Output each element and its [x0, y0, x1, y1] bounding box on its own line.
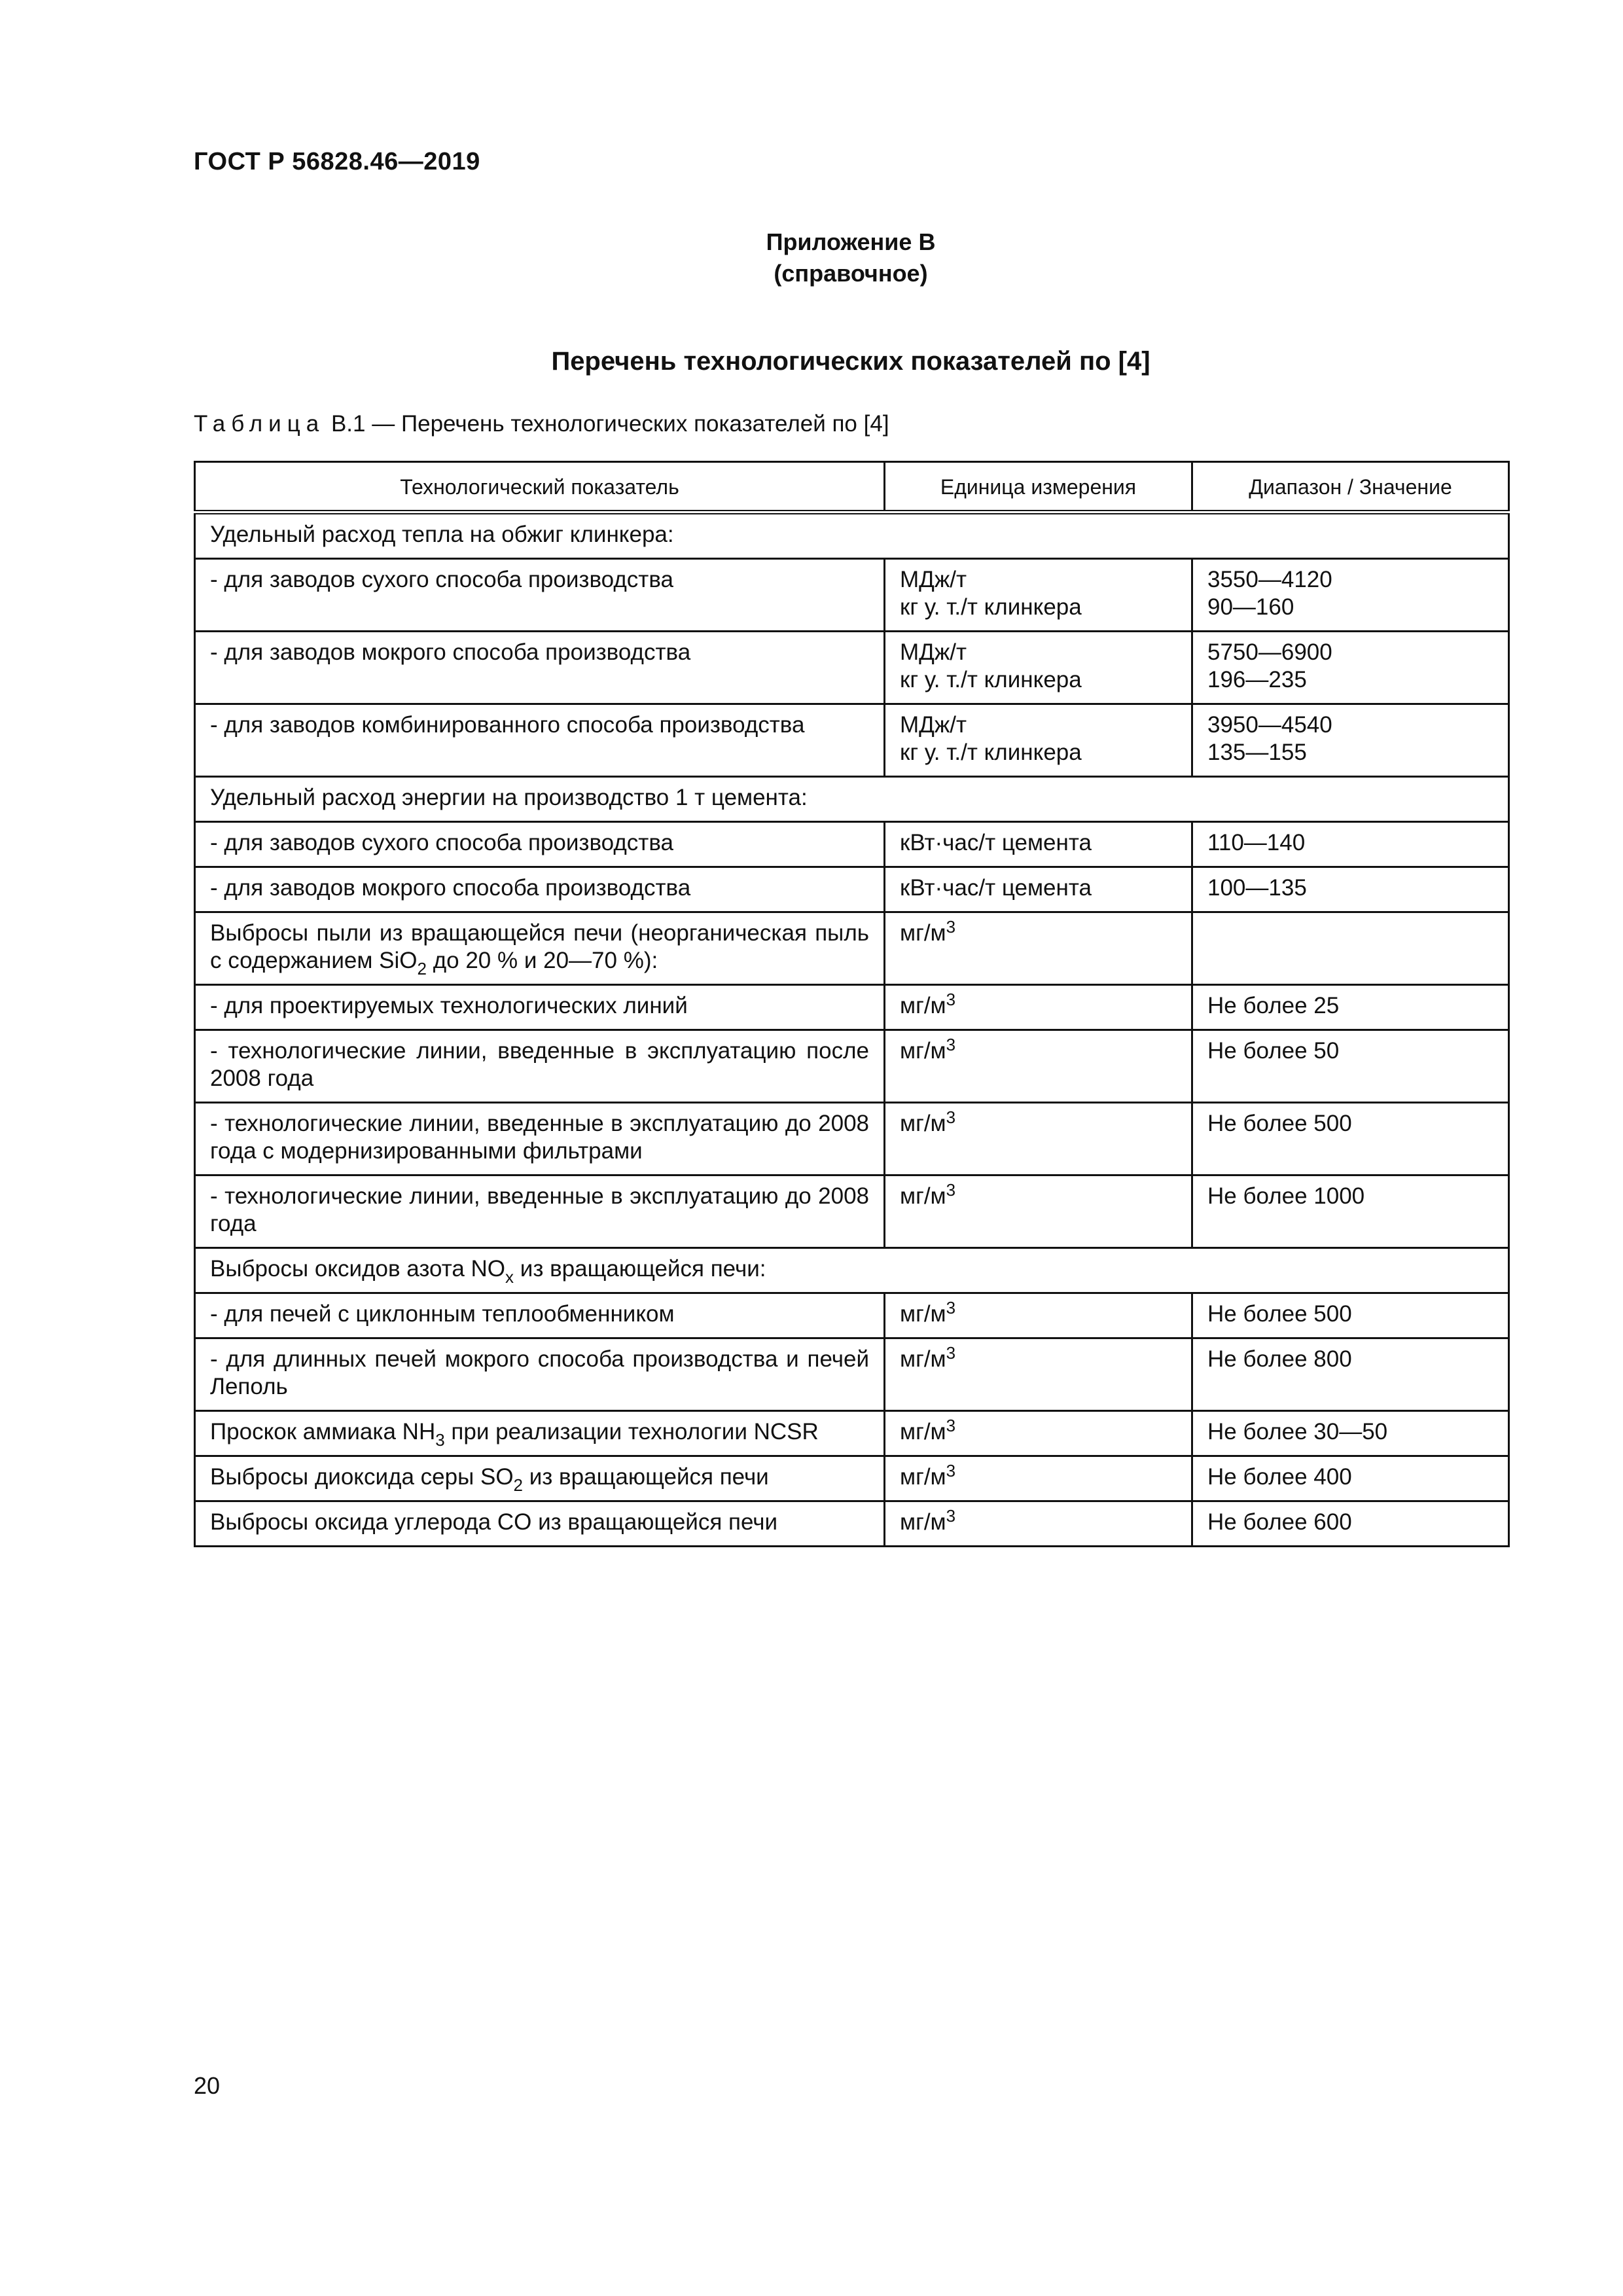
table-row: [195, 867, 1509, 912]
unit-text: мг/м: [900, 1183, 946, 1209]
unit-text: мг/м: [900, 1301, 946, 1327]
indicator-text: до 20 % и 20—70 %):: [427, 948, 658, 973]
unit-superscript: 3: [946, 917, 956, 937]
value-cell: [1192, 912, 1509, 985]
document-code: ГОСТ Р 56828.46—2019: [194, 148, 480, 175]
column-header-unit: Единица измерения: [885, 462, 1192, 512]
indicator-cell: [195, 1411, 885, 1456]
table-caption-label: Таблица: [194, 411, 325, 437]
indicator-text: при реализации технологии NCSR: [444, 1419, 819, 1444]
unit-cell: кВт·час/т цемента: [885, 867, 1192, 912]
unit-cell: [885, 559, 1192, 632]
indicator-text: Выбросы оксидов азота NO: [210, 1256, 506, 1282]
section-cell: Удельный расход энергии на производство 1 т цемента:: [195, 777, 1509, 822]
unit-text: мг/м: [900, 1464, 946, 1490]
indicator-subscript: 2: [513, 1475, 524, 1495]
unit-line: МДж/т: [900, 712, 967, 738]
indicator-text: из вращающейся печи: [523, 1464, 769, 1490]
unit-line: кг у. т./т клинкера: [900, 667, 1082, 692]
table-row: [195, 704, 1509, 777]
value-cell: Не более 50: [1192, 1030, 1509, 1103]
column-header-indicator: Технологический показатель: [195, 462, 885, 512]
indicator-cell: - для заводов мокрого способа производства: [195, 867, 885, 912]
unit-cell: [885, 1411, 1192, 1456]
value-line: 3950—4540: [1207, 712, 1332, 738]
table-row: [195, 1175, 1509, 1248]
value-cell: 110—140: [1192, 822, 1509, 867]
unit-superscript: 3: [946, 990, 956, 1009]
table-row: [195, 822, 1509, 867]
indicator-text: Проскок аммиака NH: [210, 1419, 436, 1444]
unit-text: мг/м: [900, 1419, 946, 1444]
unit-superscript: 3: [946, 1461, 956, 1480]
table-header-row: [195, 462, 1509, 512]
value-cell: [1192, 704, 1509, 777]
annex-title: Приложение В: [766, 228, 936, 255]
value-cell: Не более 600: [1192, 1501, 1509, 1547]
value-cell: Не более 800: [1192, 1338, 1509, 1411]
unit-line: МДж/т: [900, 567, 967, 592]
unit-cell: [885, 704, 1192, 777]
unit-superscript: 3: [946, 1107, 956, 1127]
indicator-cell: - для заводов сухого способа производства: [195, 559, 885, 632]
page-number: 20: [194, 2072, 221, 2099]
unit-line: кг у. т./т клинкера: [900, 740, 1082, 765]
unit-cell: [885, 1030, 1192, 1103]
table-row: [195, 1411, 1509, 1456]
indicator-text: из вращающейся печи:: [514, 1256, 766, 1282]
unit-cell: [885, 632, 1192, 704]
value-cell: [1192, 559, 1509, 632]
value-cell: Не более 30—50: [1192, 1411, 1509, 1456]
annex-status: (справочное): [774, 260, 928, 287]
indicator-cell: Выбросы оксида углерода CO из вращающейся печи: [195, 1501, 885, 1547]
indicator-subscript: 3: [435, 1430, 445, 1450]
value-line: 5750—6900: [1207, 639, 1332, 665]
indicator-text: Выбросы диоксида серы SO: [210, 1464, 514, 1490]
indicator-cell: [195, 1456, 885, 1501]
indicator-cell: - технологические линии, введенные в эксплуатацию после 2008 года: [195, 1030, 885, 1103]
value-cell: Не более 1000: [1192, 1175, 1509, 1248]
table-row: [195, 1030, 1509, 1103]
indicator-cell: - для печей с циклонным теплообменником: [195, 1293, 885, 1338]
unit-text: мг/м: [900, 1038, 946, 1064]
unit-superscript: 3: [946, 1343, 956, 1363]
section-heading: Перечень технологических показателей по [4]: [551, 347, 1150, 376]
indicators-table: [194, 461, 1510, 1547]
table-row: [195, 1338, 1509, 1411]
indicator-cell: - технологические линии, введенные в эксплуатацию до 2008 года: [195, 1175, 885, 1248]
unit-cell: [885, 912, 1192, 985]
unit-cell: [885, 1175, 1192, 1248]
table-row: [195, 912, 1509, 985]
unit-superscript: 3: [946, 1506, 956, 1526]
table-row: [195, 1248, 1509, 1293]
indicator-cell: [195, 912, 885, 985]
section-cell: Удельный расход тепла на обжиг клинкера:: [195, 512, 1509, 559]
unit-superscript: 3: [946, 1416, 956, 1435]
indicator-cell: - для заводов мокрого способа производства: [195, 632, 885, 704]
value-cell: Не более 25: [1192, 985, 1509, 1030]
value-cell: [1192, 632, 1509, 704]
unit-text: мг/м: [900, 920, 946, 946]
value-line: 196—235: [1207, 667, 1307, 692]
unit-cell: [885, 1456, 1192, 1501]
table-row: [195, 1293, 1509, 1338]
unit-cell: [885, 1293, 1192, 1338]
table-row: [195, 777, 1509, 822]
unit-cell: [885, 1338, 1192, 1411]
unit-superscript: 3: [946, 1180, 956, 1200]
column-header-value: Диапазон / Значение: [1192, 462, 1509, 512]
table-row: [195, 512, 1509, 559]
indicator-cell: - для заводов сухого способа производства: [195, 822, 885, 867]
table-caption: [194, 411, 889, 437]
value-cell: Не более 500: [1192, 1293, 1509, 1338]
unit-text: мг/м: [900, 1509, 946, 1535]
indicator-text: Выбросы пыли из вращающейся печи (неорганическая пыль с содержанием SiO: [210, 920, 869, 973]
unit-superscript: 3: [946, 1298, 956, 1318]
unit-cell: [885, 985, 1192, 1030]
table-row: [195, 1501, 1509, 1547]
indicator-subscript: x: [505, 1267, 514, 1287]
value-cell: Не более 500: [1192, 1103, 1509, 1175]
table-row: [195, 1456, 1509, 1501]
unit-superscript: 3: [946, 1035, 956, 1054]
value-line: 135—155: [1207, 740, 1307, 765]
unit-cell: кВт·час/т цемента: [885, 822, 1192, 867]
indicator-cell: - для длинных печей мокрого способа производства и печей Леполь: [195, 1338, 885, 1411]
table-row: [195, 559, 1509, 632]
unit-line: кг у. т./т клинкера: [900, 594, 1082, 620]
indicator-cell: - для проектируемых технологических линий: [195, 985, 885, 1030]
unit-cell: [885, 1501, 1192, 1547]
unit-text: мг/м: [900, 1346, 946, 1372]
indicator-cell: - для заводов комбинированного способа производства: [195, 704, 885, 777]
unit-text: мг/м: [900, 993, 946, 1018]
section-cell: [195, 1248, 1509, 1293]
value-cell: Не более 400: [1192, 1456, 1509, 1501]
value-cell: 100—135: [1192, 867, 1509, 912]
unit-text: мг/м: [900, 1111, 946, 1136]
table-caption-text: В.1 — Перечень технологических показателей по [4]: [325, 411, 889, 437]
unit-line: МДж/т: [900, 639, 967, 665]
unit-cell: [885, 1103, 1192, 1175]
table-row: [195, 1103, 1509, 1175]
table-row: [195, 985, 1509, 1030]
indicator-subscript: 2: [417, 959, 427, 978]
indicator-cell: - технологические линии, введенные в эксплуатацию до 2008 года с модернизированными фильтрами: [195, 1103, 885, 1175]
value-line: 3550—4120: [1207, 567, 1332, 592]
value-line: 90—160: [1207, 594, 1294, 620]
table-row: [195, 632, 1509, 704]
